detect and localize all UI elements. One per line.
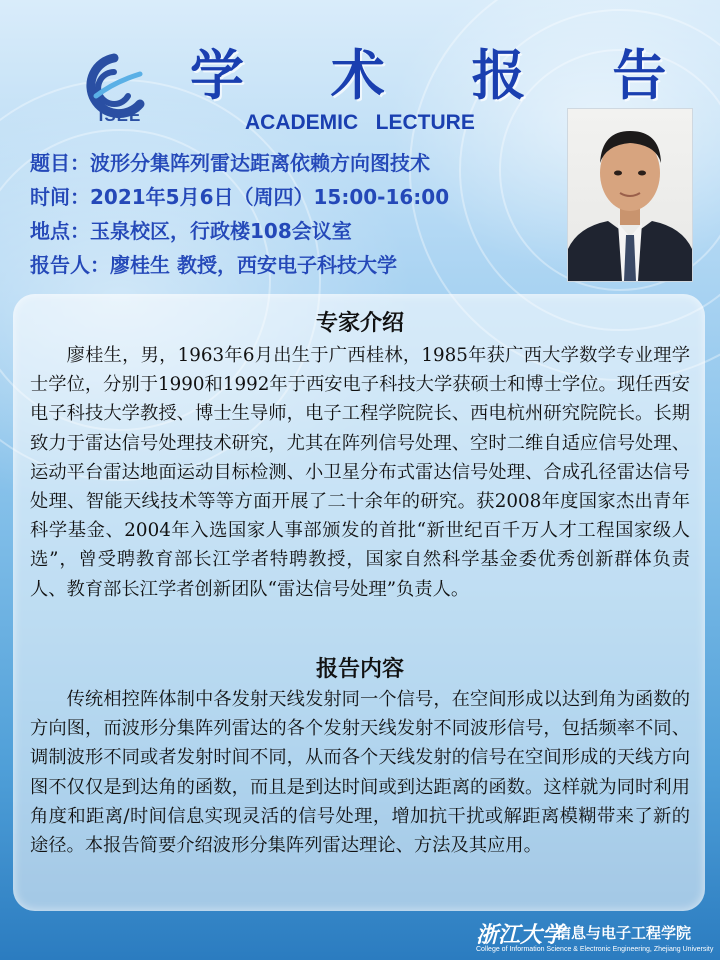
page-title: 学 术 报 告 <box>190 44 701 107</box>
topic-value: 波形分集阵列雷达距离依赖方向图技术 <box>90 151 430 175</box>
speaker-label: 报告人： <box>30 253 110 277</box>
logo-text: ISEE <box>98 106 142 125</box>
school-name: 信息与电子工程学院 <box>556 924 692 942</box>
speaker-portrait-icon <box>568 109 692 281</box>
place-line <box>30 214 560 248</box>
page-subtitle: ACADEMIC LECTURE <box>245 111 475 134</box>
speaker-photo <box>567 108 693 282</box>
speaker-line <box>30 248 560 282</box>
time-line <box>30 180 560 214</box>
place-label: 地点： <box>30 219 90 243</box>
abstract-paragraph: 传统相控阵体制中各发射天线发射同一个信号，在空间形成以达到角为函数的方向图，而波形分集阵列雷达的各个发射天线发射不同波形信号，包括频率不同、调制波形不同或者发射时间不同，从而各个天线发射的信号在空间形成的天线方向图不仅仅是到达角的函数，而且是到达时间或到达距离的函数。这样就为同时利用角度和距离/时间信息实现灵活的信号处理，增加抗干扰或解距离模糊带来了新的途径。本报告简要介绍波形分集阵列雷达理论、方法及其应用。 <box>30 689 690 857</box>
topic-line <box>30 146 560 180</box>
footer-branding <box>470 912 720 960</box>
abstract-heading: 报告内容 <box>315 656 404 682</box>
time-value: 2021年5月6日（周四）15:00-16:00 <box>90 185 450 209</box>
place-value: 玉泉校区，行政楼108会议室 <box>90 219 352 243</box>
university-name: 浙江大学 <box>476 922 565 948</box>
topic-label: 题目： <box>30 151 90 175</box>
bio-heading: 专家介绍 <box>315 310 404 336</box>
time-label: 时间： <box>30 185 90 209</box>
lecture-info <box>30 146 560 282</box>
bio-paragraph: 廖桂生，男，1963年6月出生于广西桂林，1985年获广西大学数学专业理学士学位，分别于1990和1992年于西安电子科技大学获硕士和博士学位。现任西安电子科技大学教授、博士生导师，电子工程学院院长、西电杭州研究院院长。长期致力于雷达信号处理技术研究，尤其在阵列信号处理、空时二维自适应信号处理、运动平台雷达地面运动目标检测、小卫星分布式雷达信号处理、合成孔径雷达信号处理、智能天线技术等等方面开展了二十余年的研究。获2008年度国家杰出青年科学基金、2004年入选国家人事部颁发的首批“新世纪百千万人才工程国家级人选”，曾受聘教育部长江学者特聘教授，国家自然科学基金委优秀创新群体负责人、教育部长江学者创新团队“雷达信号处理”负责人。 <box>30 345 690 600</box>
school-name-en: College of Information Science & Electronic Engineering, Zhejiang University <box>476 946 714 953</box>
speaker-value: 廖桂生 教授，西安电子科技大学 <box>110 253 397 277</box>
